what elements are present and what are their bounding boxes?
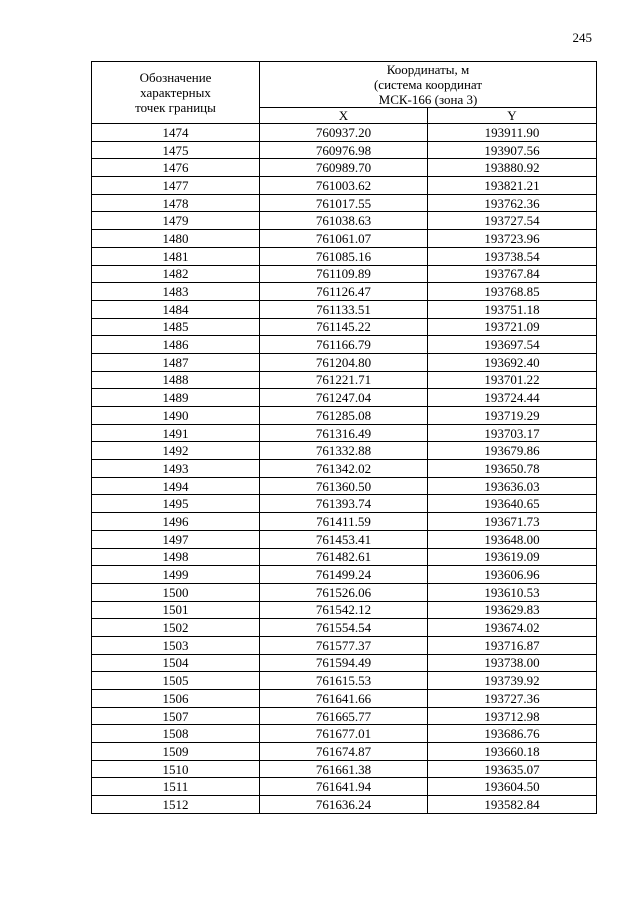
table-row [92,548,597,566]
point-id-cell: 1509 [92,743,260,761]
table-row [92,212,597,230]
x-coordinate-cell: 761126.47 [260,283,428,301]
x-coordinate-cell: 761133.51 [260,300,428,318]
x-coordinate-cell: 761393.74 [260,495,428,513]
x-coordinate-cell: 761665.77 [260,707,428,725]
point-id-cell: 1512 [92,796,260,814]
x-coordinate-cell: 761342.02 [260,460,428,478]
y-coordinate-cell: 193719.29 [428,407,597,425]
y-coordinate-cell: 193751.18 [428,300,597,318]
y-coordinate-cell: 193716.87 [428,636,597,654]
point-id-cell: 1483 [92,283,260,301]
x-coordinate-cell: 761332.88 [260,442,428,460]
table-row [92,583,597,601]
point-id-cell: 1482 [92,265,260,283]
x-coordinate-cell: 761661.38 [260,760,428,778]
y-coordinate-cell: 193636.03 [428,477,597,495]
point-id-cell: 1489 [92,389,260,407]
table-row [92,530,597,548]
header-coordinates-line: Координаты, м [386,62,470,77]
x-coordinate-cell: 761085.16 [260,247,428,265]
point-id-cell: 1484 [92,300,260,318]
x-coordinate-cell: 761316.49 [260,424,428,442]
x-coordinate-cell: 761003.62 [260,177,428,195]
header-coordinates-line: МСК-166 (зона 3) [378,92,478,107]
point-id-cell: 1493 [92,460,260,478]
y-coordinate-cell: 193671.73 [428,513,597,531]
x-coordinate-cell: 761285.08 [260,407,428,425]
table-row [92,159,597,177]
y-coordinate-cell: 193660.18 [428,743,597,761]
header-point-label-line: характерных [140,85,211,100]
header-y: Y [428,108,597,124]
y-coordinate-cell: 193712.98 [428,707,597,725]
x-coordinate-cell: 760937.20 [260,124,428,142]
table-row [92,725,597,743]
header-point-label [92,62,260,124]
y-coordinate-cell: 193674.02 [428,619,597,637]
y-coordinate-cell: 193697.54 [428,336,597,354]
y-coordinate-cell: 193650.78 [428,460,597,478]
point-id-cell: 1503 [92,636,260,654]
point-id-cell: 1479 [92,212,260,230]
point-id-cell: 1486 [92,336,260,354]
page-number: 245 [572,30,592,45]
y-coordinate-cell: 193739.92 [428,672,597,690]
point-id-cell: 1506 [92,690,260,708]
point-id-cell: 1497 [92,530,260,548]
point-id-cell: 1488 [92,371,260,389]
point-id-cell: 1504 [92,654,260,672]
table-row [92,743,597,761]
y-coordinate-cell: 193911.90 [428,124,597,142]
y-coordinate-cell: 193648.00 [428,530,597,548]
table-row [92,601,597,619]
x-coordinate-cell: 761360.50 [260,477,428,495]
point-id-cell: 1487 [92,353,260,371]
point-id-cell: 1510 [92,760,260,778]
y-coordinate-cell: 193606.96 [428,566,597,584]
x-coordinate-cell: 761554.54 [260,619,428,637]
y-coordinate-cell: 193762.36 [428,194,597,212]
point-id-cell: 1508 [92,725,260,743]
table-row [92,672,597,690]
y-coordinate-cell: 193907.56 [428,141,597,159]
x-coordinate-cell: 761109.89 [260,265,428,283]
point-id-cell: 1475 [92,141,260,159]
table-row [92,389,597,407]
y-coordinate-cell: 193738.00 [428,654,597,672]
header-point-label-line: Обозначение [139,70,212,85]
table-row [92,495,597,513]
y-coordinate-cell: 193610.53 [428,583,597,601]
y-coordinate-cell: 193692.40 [428,353,597,371]
y-coordinate-cell: 193703.17 [428,424,597,442]
y-coordinate-cell: 193723.96 [428,230,597,248]
table-row [92,353,597,371]
point-id-cell: 1501 [92,601,260,619]
x-coordinate-cell: 761017.55 [260,194,428,212]
y-coordinate-cell: 193738.54 [428,247,597,265]
table-row [92,654,597,672]
x-coordinate-cell: 761453.41 [260,530,428,548]
point-id-cell: 1490 [92,407,260,425]
table-row [92,796,597,814]
table-row [92,566,597,584]
point-id-cell: 1477 [92,177,260,195]
y-coordinate-cell: 193640.65 [428,495,597,513]
table-row [92,300,597,318]
point-id-cell: 1491 [92,424,260,442]
y-coordinate-cell: 193686.76 [428,725,597,743]
x-coordinate-cell: 761411.59 [260,513,428,531]
y-coordinate-cell: 193724.44 [428,389,597,407]
x-coordinate-cell: 761061.07 [260,230,428,248]
x-coordinate-cell: 761247.04 [260,389,428,407]
y-coordinate-cell: 193721.09 [428,318,597,336]
table-row [92,177,597,195]
point-id-cell: 1478 [92,194,260,212]
table-row [92,407,597,425]
point-id-cell: 1494 [92,477,260,495]
y-coordinate-cell: 193727.54 [428,212,597,230]
x-coordinate-cell: 761499.24 [260,566,428,584]
table-body [92,124,597,814]
table-header [92,62,597,124]
table-row [92,194,597,212]
table-row [92,230,597,248]
table-row [92,513,597,531]
y-coordinate-cell: 193679.86 [428,442,597,460]
point-id-cell: 1499 [92,566,260,584]
y-coordinate-cell: 193880.92 [428,159,597,177]
point-id-cell: 1505 [92,672,260,690]
x-coordinate-cell: 761204.80 [260,353,428,371]
table-row [92,690,597,708]
x-coordinate-cell: 761542.12 [260,601,428,619]
table-row [92,424,597,442]
point-id-cell: 1480 [92,230,260,248]
y-coordinate-cell: 193629.83 [428,601,597,619]
y-coordinate-cell: 193767.84 [428,265,597,283]
point-id-cell: 1476 [92,159,260,177]
x-coordinate-cell: 761221.71 [260,371,428,389]
coordinates-table [91,61,597,814]
table-row [92,336,597,354]
x-coordinate-cell: 761594.49 [260,654,428,672]
header-coordinates-line: (система координат [373,77,483,92]
point-id-cell: 1485 [92,318,260,336]
x-coordinate-cell: 761145.22 [260,318,428,336]
point-id-cell: 1492 [92,442,260,460]
header-x: X [260,108,428,124]
x-coordinate-cell: 760989.70 [260,159,428,177]
point-id-cell: 1511 [92,778,260,796]
y-coordinate-cell: 193582.84 [428,796,597,814]
x-coordinate-cell: 761166.79 [260,336,428,354]
x-coordinate-cell: 761482.61 [260,548,428,566]
y-coordinate-cell: 193635.07 [428,760,597,778]
x-coordinate-cell: 761615.53 [260,672,428,690]
x-coordinate-cell: 761641.94 [260,778,428,796]
point-id-cell: 1500 [92,583,260,601]
table-row [92,477,597,495]
point-id-cell: 1474 [92,124,260,142]
y-coordinate-cell: 193604.50 [428,778,597,796]
y-coordinate-cell: 193619.09 [428,548,597,566]
table-row [92,619,597,637]
table-row [92,707,597,725]
y-coordinate-cell: 193701.22 [428,371,597,389]
table-row [92,124,597,142]
y-coordinate-cell: 193727.36 [428,690,597,708]
x-coordinate-cell: 761577.37 [260,636,428,654]
header-coordinates [260,62,597,108]
table-row [92,371,597,389]
y-coordinate-cell: 193821.21 [428,177,597,195]
table-row [92,283,597,301]
table-row [92,265,597,283]
x-coordinate-cell: 761677.01 [260,725,428,743]
table-row [92,141,597,159]
point-id-cell: 1496 [92,513,260,531]
y-coordinate-cell: 193768.85 [428,283,597,301]
x-coordinate-cell: 761636.24 [260,796,428,814]
table-row [92,760,597,778]
point-id-cell: 1481 [92,247,260,265]
table-row [92,460,597,478]
header-point-label-line: точек границы [135,100,216,115]
x-coordinate-cell: 761526.06 [260,583,428,601]
x-coordinate-cell: 761641.66 [260,690,428,708]
x-coordinate-cell: 760976.98 [260,141,428,159]
table-row [92,318,597,336]
point-id-cell: 1507 [92,707,260,725]
table-row [92,247,597,265]
table-row [92,778,597,796]
point-id-cell: 1498 [92,548,260,566]
x-coordinate-cell: 761674.87 [260,743,428,761]
point-id-cell: 1502 [92,619,260,637]
x-coordinate-cell: 761038.63 [260,212,428,230]
table-row [92,636,597,654]
table-row [92,442,597,460]
point-id-cell: 1495 [92,495,260,513]
